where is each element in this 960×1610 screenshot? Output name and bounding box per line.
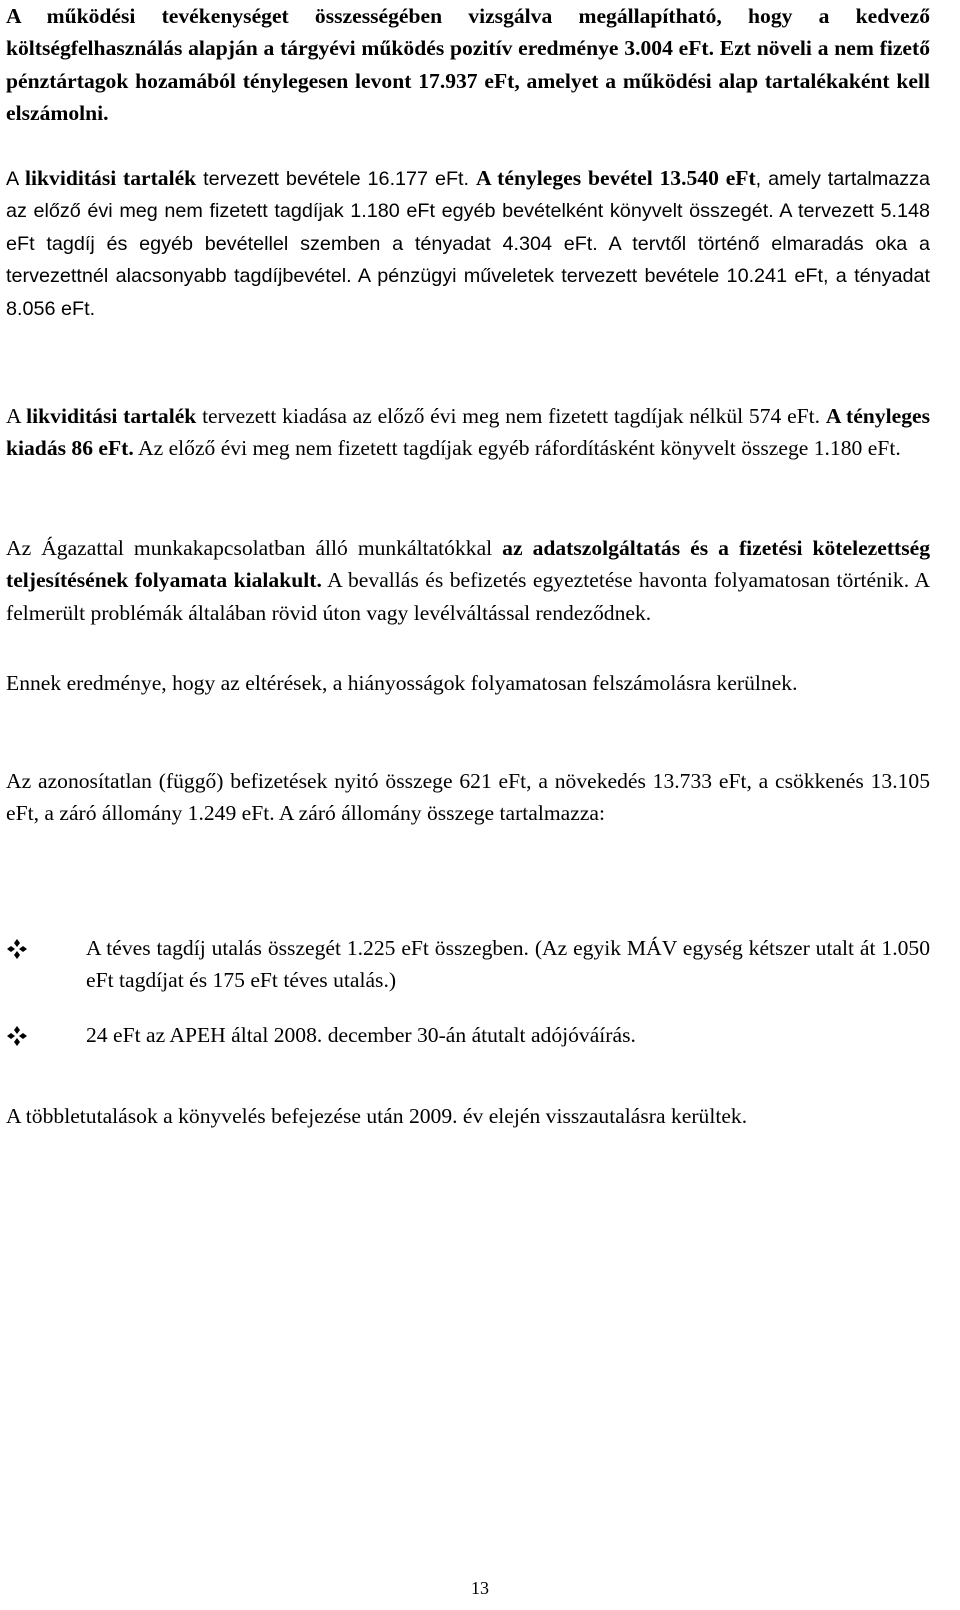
text-segment: Az előző évi meg nem fizetett tagdíjak egyéb ráfordításként könyvelt összege 1.180 eFt.	[133, 436, 901, 461]
four-diamond-star-icon	[6, 938, 28, 960]
bold-term: likviditási tartalék	[25, 166, 197, 190]
bold-statement: A tényleges bevétel 13.540 eFt	[475, 166, 756, 190]
page-number: 13	[471, 1578, 489, 1598]
list-item-text: 24 eFt az APEH által 2008. december 30-án átutalt adójóváírás.	[86, 1022, 636, 1047]
four-diamond-star-icon	[6, 1025, 28, 1047]
text-segment: A bevallás és befizetés egyeztetése havonta folyamatosan történik. A felmerült problémák általában rövid úton vagy levélváltással rendeződnek.	[6, 568, 930, 625]
bold-term: likviditási tartalék	[26, 404, 197, 428]
text-segment: Az Ágazattal munkakapcsolatban álló munkáltatókkal	[6, 536, 503, 560]
paragraph-liquidity-reserve-expense	[6, 400, 930, 465]
paragraph-operating-result: A működési tevékenységet összességében vizsgálva megállapítható, hogy a kedvező költségfelhasználás alapján a tárgyévi működés pozitív eredménye 3.004 eFt. Ezt növeli a nem fizető pénztártagok hozamából ténylegesen levont 17.937 eFt, amelyet a működési alap tartalékaként kell elszámolni.	[6, 4, 930, 126]
paragraph-unidentified-payments: Az azonosítatlan (függő) befizetések nyitó összege 621 eFt, a növekedés 13.733 eFt, a csökkenés 13.105 eFt, a záró állomány 1.249 eFt. A záró állomány összege tartalmazza:	[6, 769, 930, 826]
paragraph-liquidity-reserve-revenue	[6, 162, 930, 325]
closing-balance-list	[6, 932, 930, 1051]
bold-statement: az adatszolgáltatás és a fizetési kötelezettség teljesítésének folyamata kialakult.	[6, 536, 930, 593]
list-item	[6, 932, 930, 997]
text-segment: tervezett kiadása az előző évi meg nem fizetett tagdíjak nélkül 574 eFt.	[196, 404, 826, 428]
text-segment: A	[6, 404, 27, 428]
text-segment: A	[6, 168, 26, 190]
text-segment: tervezett bevétele 16.177 eFt.	[196, 168, 476, 190]
text-segment: , amely tartalmazza az előző évi meg nem fizetett tagdíjak 1.180 eFt egyéb bevételként könyvelt összegét. A tervezett 5.148 eFt tagdíj és egyéb bevétellel szemben a tényadat 4.304 eFt. A tervtől történő elmaradás oka a tervezettnél alacsonyabb tagdíjbevétel. A pénzügyi műveletek tervezett bevétele 10.241 eFt, a tényadat 8.056 eFt.	[6, 168, 930, 320]
paragraph-result: Ennek eredménye, hogy az eltérések, a hiányosságok folyamatosan felszámolásra kerülnek.	[6, 671, 798, 695]
list-item-text: A téves tagdíj utalás összegét 1.225 eFt összegben. (Az egyik MÁV egység kétszer utalt át 1.050 eFt tagdíjat és 175 eFt téves utalás.)	[86, 936, 930, 993]
paragraph-refunds: A többletutalások a könyvelés befejezése után 2009. év elején visszautalásra kerültek.	[6, 1104, 748, 1128]
paragraph-data-reporting	[6, 532, 930, 629]
bold-statement: A tényleges kiadás 86 eFt.	[6, 404, 930, 461]
list-item	[6, 1019, 930, 1051]
